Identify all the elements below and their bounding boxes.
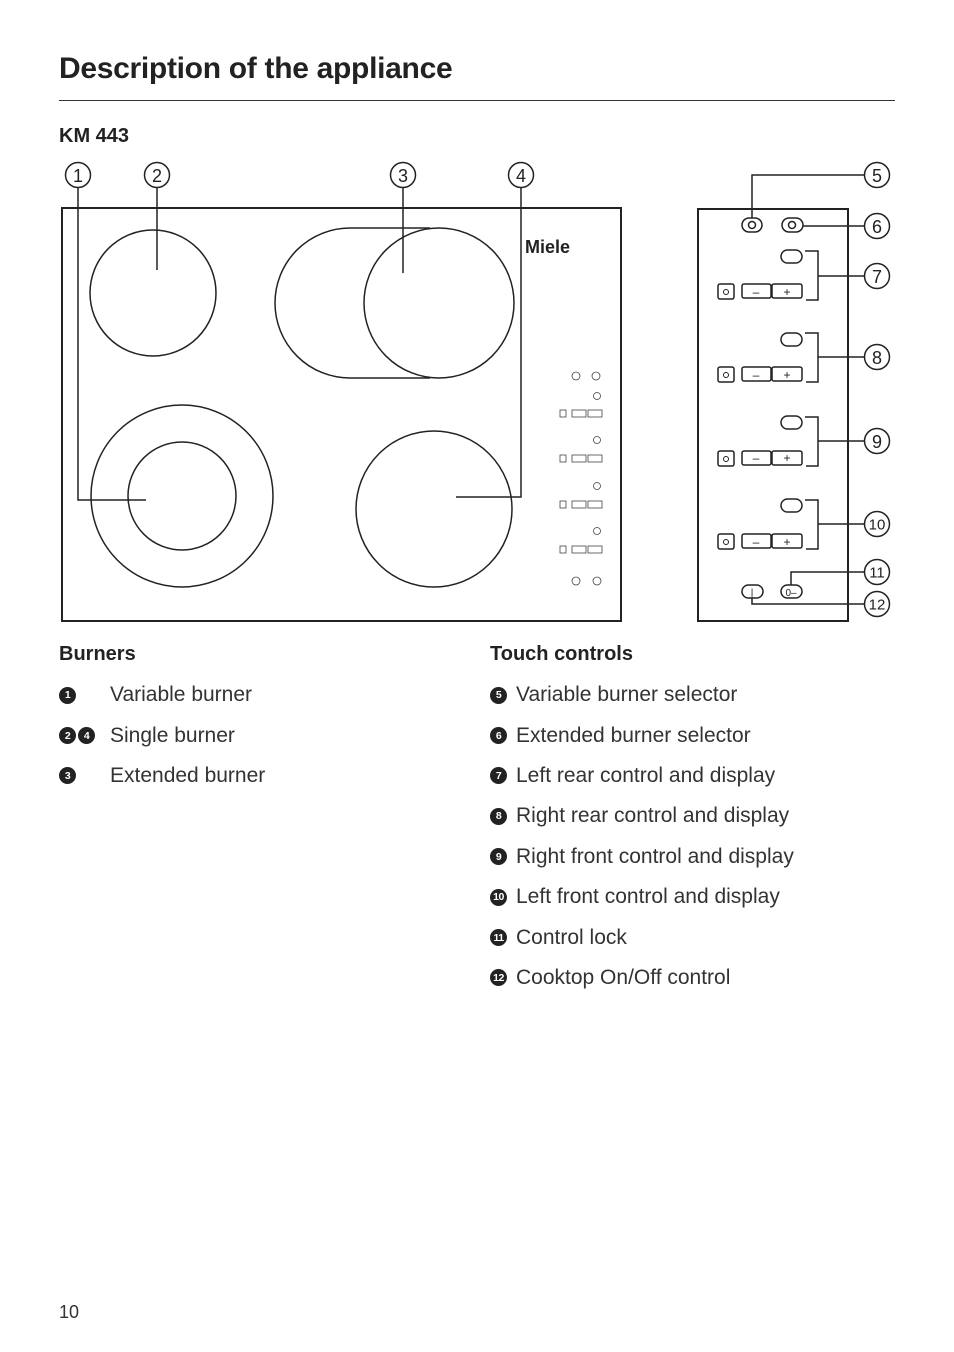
callout-label: 2 [151, 166, 163, 186]
number-badge: 3 [59, 767, 76, 784]
svg-text:+: + [783, 368, 791, 382]
number-badge: 5 [490, 687, 507, 704]
legend-item [59, 715, 265, 755]
touch-controls-legend [490, 675, 794, 998]
svg-text:–: – [752, 451, 760, 465]
callout-label: 8 [871, 348, 883, 368]
model-label: KM 443 [59, 125, 130, 147]
number-badge: 9 [490, 848, 507, 865]
brand-logo: Miele [525, 237, 571, 257]
legend-label: Single burner [110, 723, 235, 747]
legend-item [490, 796, 794, 836]
legend-label: Variable burner [110, 683, 253, 707]
callout-label: 10 [868, 516, 886, 534]
number-badge: 1 [59, 687, 76, 704]
svg-text:0–: 0– [785, 588, 797, 599]
legend-item [490, 877, 794, 917]
cooktop-outline [62, 208, 621, 621]
legend-label: Control lock [516, 925, 627, 949]
legend-item [490, 675, 794, 715]
burner-rear-right-extended [275, 228, 514, 378]
callout-label: 3 [397, 166, 409, 186]
number-badge: 8 [490, 808, 507, 825]
svg-text:|: | [750, 588, 754, 599]
callout-label: 1 [72, 166, 84, 186]
number-badge: 2 [59, 727, 76, 744]
burner-front-left-variable [91, 405, 273, 587]
legend-item [59, 675, 265, 715]
number-badge: 6 [490, 727, 507, 744]
extended-burner-selector-icon [782, 218, 803, 232]
svg-text:–: – [752, 285, 760, 299]
legend-label: Variable burner selector [516, 683, 738, 707]
burner-front-right [356, 431, 512, 587]
number-badge: 7 [490, 767, 507, 784]
callout-label: 9 [871, 432, 883, 452]
legend-item [59, 756, 265, 796]
svg-text:–: – [752, 368, 760, 382]
number-badge: 10 [490, 889, 507, 906]
title-divider [59, 100, 895, 101]
svg-text:+: + [783, 451, 791, 465]
legend-label: Right rear control and display [516, 804, 790, 828]
legend-item [490, 837, 794, 877]
legend-item [490, 917, 794, 957]
svg-text:–: – [752, 535, 760, 549]
mini-control-strip [560, 372, 602, 585]
callout-label: 7 [871, 267, 883, 287]
callout-label: 12 [868, 596, 886, 614]
number-badge: 12 [490, 969, 507, 986]
variable-burner-selector-icon [742, 218, 762, 232]
legend-label: Extended burner selector [516, 723, 751, 747]
callout-label: 4 [515, 166, 527, 186]
legend-item [490, 958, 794, 998]
touch-controls-heading: Touch controls [490, 643, 633, 665]
control-panel-detail [698, 209, 848, 621]
legend-item [490, 715, 794, 755]
legend-label: Right front control and display [516, 844, 794, 868]
page-number: 10 [59, 1302, 80, 1322]
legend-label: Left front control and display [516, 885, 780, 909]
callout-label: 6 [871, 217, 883, 237]
callout-label: 11 [869, 564, 885, 582]
callout-label: 5 [871, 166, 883, 186]
legend-label: Extended burner [110, 763, 266, 787]
svg-text:+: + [783, 535, 791, 549]
svg-text:+: + [783, 285, 791, 299]
burners-heading: Burners [59, 643, 136, 665]
number-badge: 4 [78, 727, 95, 744]
burner-rear-left [90, 230, 216, 356]
burners-legend [59, 675, 265, 796]
legend-label: Cooktop On/Off control [516, 965, 731, 989]
cooktop-diagram [0, 150, 954, 630]
legend-label: Left rear control and display [516, 763, 776, 787]
number-badge: 11 [490, 929, 507, 946]
page-title: Description of the appliance [59, 52, 453, 85]
legend-item [490, 756, 794, 796]
